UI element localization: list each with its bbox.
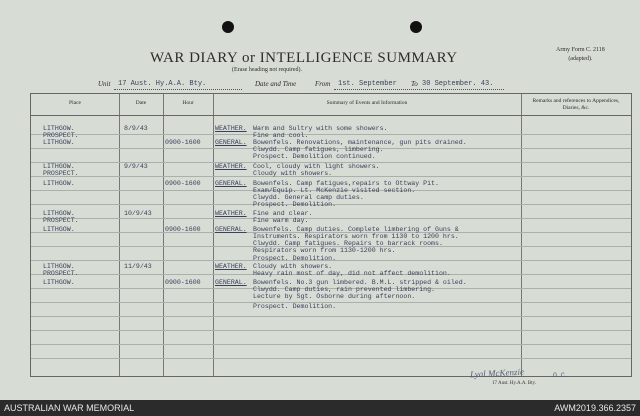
date-time-label: Date and Time	[255, 80, 297, 88]
army-form-note: (adapted).	[568, 56, 593, 62]
army-form-number: Army Form C. 2118	[556, 47, 605, 53]
entry-place: LITHGOW.	[43, 279, 75, 286]
entry-place: PROSPECT.	[43, 270, 79, 277]
column-header-remarks: Remarks and references to Appendices, Diaries, &c.	[532, 98, 620, 111]
column-header-date: Date	[135, 100, 147, 106]
entry-tag: WEATHER.	[215, 210, 247, 217]
entry-line: Fine and clear.	[253, 210, 313, 217]
unit-label: Unit	[98, 80, 111, 88]
entry-place: LITHGOW.	[43, 263, 75, 270]
signature-unit: 17 Aust. Hy.A.A. Bty.	[492, 381, 537, 386]
entry-line: Prospect. Demolition.	[253, 201, 337, 208]
row-rule	[31, 134, 631, 135]
diary-table	[30, 93, 632, 377]
entry-line: Prospect. Demolition.	[253, 255, 337, 262]
archive-reference: AWM2019.366.2357	[554, 403, 636, 413]
entry-place: LITHGOW.	[43, 226, 75, 233]
column-divider	[213, 94, 214, 376]
to-value: 30 September. 43.	[422, 80, 494, 88]
page-title: WAR DIARY or INTELLIGENCE SUMMARY	[150, 50, 458, 66]
column-header-hour: Hour	[182, 100, 194, 106]
entry-line: Lecture by Sgt. Osborne during afternoon.	[253, 293, 416, 300]
entry-hour: 0900-1600	[165, 139, 201, 146]
row-rule	[31, 218, 631, 219]
entry-date: 9/9/43	[124, 163, 148, 170]
entry-line: Prospect. Demolition continued.	[253, 153, 376, 160]
entry-line: Heavy rain most of day, did not affect demolition.	[253, 270, 451, 277]
entry-place: PROSPECT.	[43, 217, 79, 224]
entry-place: LITHGOW.	[43, 139, 75, 146]
entry-tag: GENERAL.	[215, 226, 247, 233]
entry-line: Bowenfels. Camp fatigues,repairs to Ottway Pit.	[253, 180, 439, 187]
punch-hole	[410, 21, 422, 33]
entry-date: 8/9/43	[124, 125, 148, 132]
entry-line: Cool, cloudy with light showers.	[253, 163, 380, 170]
entry-place: LITHGOW.	[43, 210, 75, 217]
entry-hour: 0900-1600	[165, 180, 201, 187]
to-label: To	[411, 80, 418, 88]
entry-place: LITHGOW.	[43, 125, 75, 132]
entry-tag: WEATHER.	[215, 125, 247, 132]
entry-line: Warm and Sultry with some showers.	[253, 125, 388, 132]
row-rule	[31, 316, 631, 317]
entry-tag: GENERAL.	[215, 139, 247, 146]
header-rule	[31, 115, 631, 116]
column-divider	[119, 94, 120, 376]
row-rule	[31, 344, 631, 345]
from-label: From	[315, 80, 331, 88]
entry-line: Cloudy with showers.	[253, 170, 333, 177]
entry-line: Clwydd. Camp fatigues, limbering.	[253, 146, 384, 153]
entry-place: LITHGOW.	[43, 163, 75, 170]
row-rule	[31, 358, 631, 359]
entry-line: Bowenfels. Renovations, maintenance, gun pits drained.	[253, 139, 467, 146]
column-header-summary: Summary of Events and Information	[326, 100, 408, 106]
row-rule	[31, 330, 631, 331]
entry-place: PROSPECT.	[43, 132, 79, 139]
entry-date: 10/9/43	[124, 210, 152, 217]
entry-tag: GENERAL.	[215, 180, 247, 187]
entry-line: Bowenfels. No.3 gun limbered. B.M.L. stripped & oiled.	[253, 279, 467, 286]
column-header-place: Place	[69, 100, 81, 106]
entry-line: Cloudy with showers.	[253, 263, 333, 270]
column-divider	[521, 94, 522, 376]
entry-line: Clwydd. General camp duties.	[253, 194, 364, 201]
officer-signature: Lyal McKenzie	[469, 366, 525, 380]
signature-rank: O.C.	[553, 372, 569, 379]
entry-place: LITHGOW.	[43, 180, 75, 187]
erase-note: (Erase heading not required).	[232, 67, 302, 73]
from-value: 1st. September	[338, 80, 397, 88]
entry-tag: WEATHER.	[215, 263, 247, 270]
entry-line: Prospect. Demolition.	[253, 303, 337, 310]
entry-line: Bowenfels. Camp duties. Complete limbering of Guns &	[253, 226, 459, 233]
entry-tag: GENERAL.	[215, 279, 247, 286]
entry-line: Respirators worn from 1130-1200 hrs.	[253, 247, 396, 254]
date-underline	[334, 89, 504, 90]
entry-date: 11/9/43	[124, 263, 152, 270]
entry-hour: 0900-1600	[165, 279, 201, 286]
archive-footer	[0, 400, 640, 416]
entry-tag: WEATHER.	[215, 163, 247, 170]
entry-place: PROSPECT.	[43, 170, 79, 177]
column-divider	[163, 94, 164, 376]
unit-value: 17 Aust. Hy.A.A. Bty.	[118, 80, 207, 88]
unit-underline	[114, 89, 242, 90]
entry-line: Fine and cool.	[253, 132, 309, 139]
entry-line: Clwydd. Camp duties, rain prevented limbering.	[253, 286, 436, 293]
entry-line: Clwydd. Camp fatigues. Repairs to barrack rooms.	[253, 240, 443, 247]
punch-hole	[222, 21, 234, 33]
entry-line: Fine warm day.	[253, 217, 309, 224]
entry-hour: 0900-1600	[165, 226, 201, 233]
archive-name: AUSTRALIAN WAR MEMORIAL	[4, 403, 135, 413]
entry-line: Instruments. Respirators worn from 1130 to 1200 hrs.	[253, 233, 459, 240]
army-form-label	[556, 46, 605, 64]
entry-line: Exam/Equip. Lt. McKenzie visited section.	[253, 187, 416, 194]
